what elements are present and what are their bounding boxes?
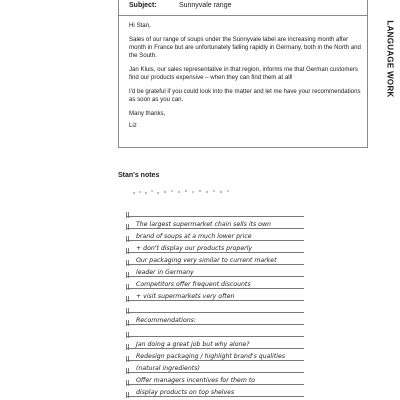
email-body	[129, 22, 361, 136]
side-tab	[384, 4, 396, 114]
notes-line-text: Competitors offer frequent discounts	[136, 281, 251, 288]
subject-divider	[119, 15, 367, 16]
notes-line	[126, 277, 304, 289]
subject-value: Sunnyvale range	[178, 2, 232, 9]
notes-line-text: + don't display our products properly	[136, 245, 253, 252]
subject-label: Subject:	[129, 2, 157, 9]
notes-line	[126, 253, 304, 265]
email-card	[118, 0, 368, 148]
notes-line	[126, 229, 304, 241]
email-paragraph-1: Sales of our range of soups under the Sunnyvale label are increasing month after month in France but are unfortunately falling rapidly in Germany, both in the North and the South.	[129, 36, 361, 59]
notes-line	[126, 301, 304, 313]
notes-line	[126, 361, 304, 373]
email-greeting: Hi Stan,	[129, 22, 151, 29]
notes-line	[126, 313, 304, 325]
side-tab-label: LANGUAGE WORK	[385, 20, 395, 98]
notes-line	[126, 289, 304, 301]
notes-line-text: Jan doing a great job but why alone?	[136, 341, 250, 348]
notes-line-text: Offer managers incentives for them to	[136, 377, 256, 384]
line-hash-mark	[126, 392, 129, 398]
email-paragraph-2: Jan Kluis, our sales representative in that region, informs me that German customers find our products expensive – when they can find them at all!	[129, 66, 358, 81]
notes-line-text: leader in Germany	[136, 269, 194, 276]
notes-line-text: display products on top shelves	[136, 389, 235, 396]
notes-line	[126, 349, 304, 361]
notes-line-text: brand of soups at a much lower price	[136, 233, 252, 240]
dotted-scribble	[130, 186, 240, 198]
notes-lines	[126, 205, 304, 397]
email-signature: Liz	[129, 122, 137, 129]
email-signoff: Many thanks,	[129, 110, 166, 117]
notes-line	[126, 265, 304, 277]
notes-title: Stan's notes	[118, 172, 160, 179]
subject-row	[129, 2, 232, 9]
notes-line	[126, 217, 304, 229]
notes-line-text: + visit supermarkets very often	[136, 293, 235, 300]
notes-line	[126, 337, 304, 349]
notes-line-text: The largest supermarket chain sells its own	[136, 221, 271, 228]
notes-line	[126, 325, 304, 337]
notes-line-text: (natural ingredients)	[136, 365, 200, 372]
email-paragraph-3: I'd be grateful if you could look into the matter and let me have your recommendations as soon as you can.	[129, 88, 361, 103]
notes-line	[126, 241, 304, 253]
notes-line-text: Our packaging very similar to current market	[136, 257, 277, 264]
notes-line	[126, 385, 304, 397]
notes-line	[126, 205, 304, 217]
notes-line	[126, 373, 304, 385]
notes-line-text: Redesign packaging / highlight brand's qualities	[136, 353, 286, 360]
notes-line-text: Recommendations:	[136, 317, 196, 324]
